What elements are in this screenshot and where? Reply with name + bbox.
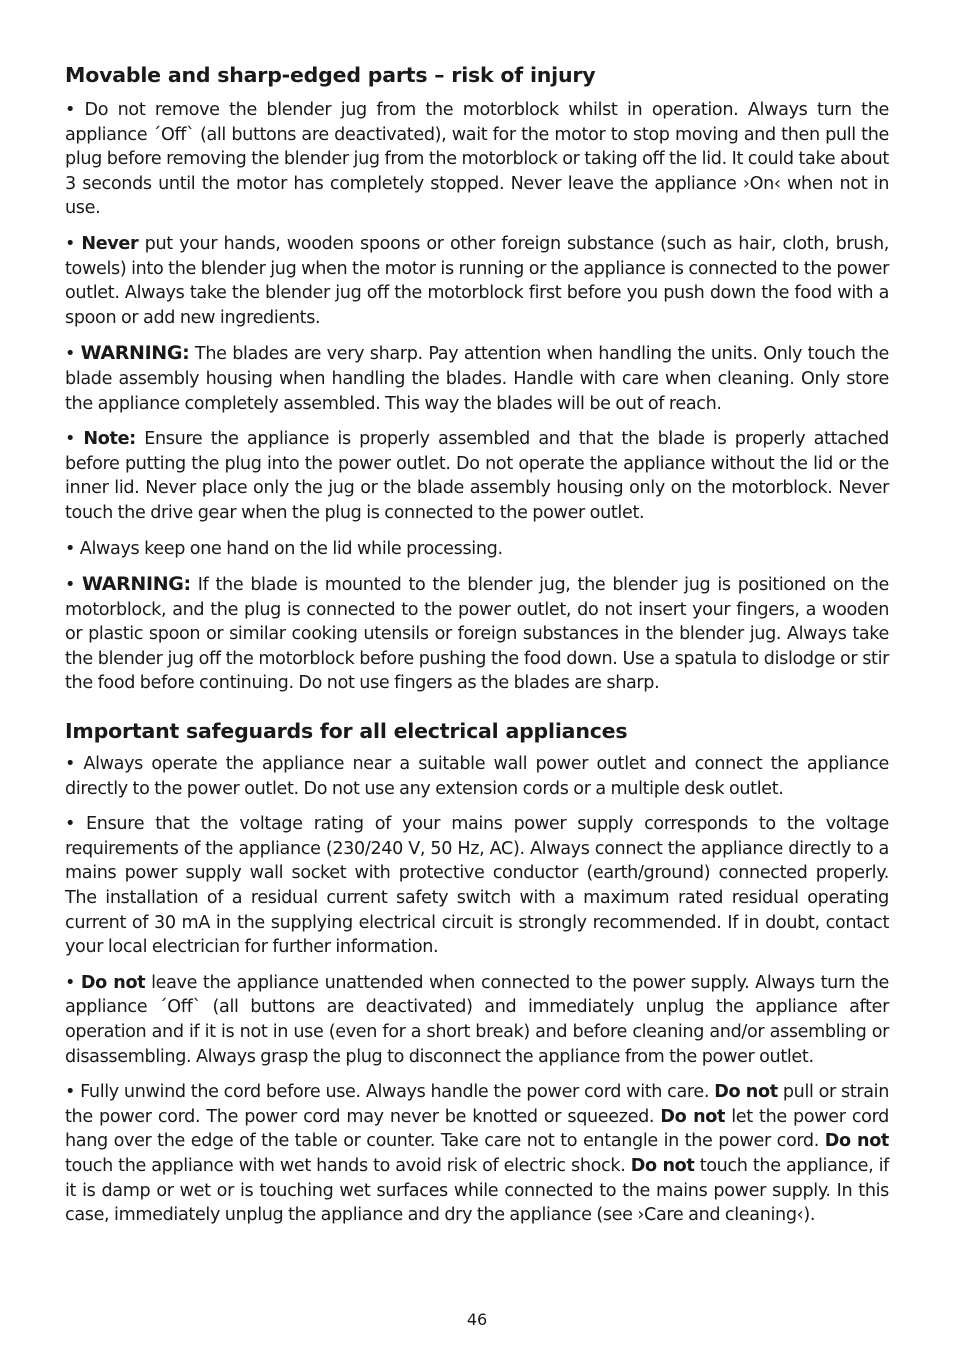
paragraph-text: put your hands, wooden spoons or other foreign substance (such as hair, cloth, brush, towels) into the blender jug when the motor is running or the appliance is connected to the power outlet. Always take the blender jug off the motorblock first before you push down the food with a spoon or add new ingredients.	[65, 233, 889, 328]
paragraph-text: let the power cord hang over the edge of the table or counter. Take care not to entangle in the power cord.	[65, 1106, 889, 1152]
paragraph: • Always operate the appliance near a suitable wall power outlet and connect the appliance directly to the power outlet. Do not use any extension cords or a multiple desk outlet.	[65, 754, 889, 799]
paragraph	[65, 427, 889, 525]
emphasis: Do not	[660, 1106, 726, 1127]
page-number: 46	[466, 1310, 488, 1329]
note-label: Note:	[83, 429, 136, 450]
emphasis: Never	[81, 233, 139, 254]
section-heading-sharp-parts: Movable and sharp-edged parts – risk of injury	[65, 63, 596, 87]
paragraph-text: leave the appliance unattended when connected to the power supply. Always turn the appliance ´Off` (all buttons are deactivated) and immediately unplug the appliance after operation and if it is not in use (even for a short break) and before cleaning and/or assembling or disassembling. Always grasp the plug to disconnect the appliance from the power outlet.	[65, 972, 890, 1067]
paragraph-text: The blades are very sharp. Pay attention when handling the units. Only touch the blade assembly housing when handling the blades. Handle with care when cleaning. Only store the appliance completely assembled. This way the blades will be out of reach.	[65, 344, 889, 414]
emphasis: Do not	[630, 1155, 695, 1176]
bullet: •	[65, 972, 81, 993]
emphasis: Do not	[80, 972, 146, 993]
emphasis: Do not	[824, 1131, 889, 1152]
paragraph	[65, 341, 889, 416]
paragraph-text: • Fully unwind the cord before use. Always handle the power cord with care.	[65, 1082, 715, 1103]
paragraph: • Always keep one hand on the lid while processing.	[65, 538, 503, 559]
paragraph	[65, 971, 889, 1069]
bullet: •	[65, 233, 82, 254]
bullet: •	[65, 429, 84, 450]
paragraph-text: pull or strain the power cord. The power cord may never be knotted or squeezed.	[65, 1082, 889, 1127]
bullet: •	[65, 575, 83, 596]
bullet: •	[65, 344, 81, 365]
paragraph: • Do not remove the blender jug from the motorblock whilst in operation. Always turn the appliance ´Off` (all buttons are deactivated), wait for the motor to stop moving and then pull the plug before removing the blender jug from the motorblock or taking off the lid. It could take about 3 seconds until the motor has completely stopped. Never leave the appliance ›On‹ when not in use.	[65, 100, 889, 219]
paragraph-text: touch the appliance, if it is damp or wet or is touching wet surfaces while connected to the mains power supply. In this case, immediately unplug the appliance and dry the appliance (see ›Care and cleaning‹).	[65, 1155, 889, 1226]
section-heading-electrical-safeguards: Important safeguards for all electrical appliances	[65, 719, 628, 744]
emphasis: Do not	[714, 1082, 778, 1103]
warning-label: WARNING:	[80, 342, 190, 365]
paragraph-text: touch the appliance with wet hands to avoid risk of electric shock.	[65, 1155, 631, 1176]
paragraph-text: Ensure the appliance is properly assembled and that the blade is properly attached before putting the plug into the power outlet. Do not operate the appliance without the lid or the inner lid. Never place only the jug or the blade assembly housing only on the motorblock. Never touch the drive gear when the plug is connected to the power outlet.	[65, 429, 889, 523]
warning-label: WARNING:	[82, 573, 191, 596]
paragraph-text: If the blade is mounted to the blender jug, the blender jug is positioned on the motorblock, and the plug is connected to the power outlet, do not insert your fingers, a wooden or plastic spoon or similar cooking utensils or foreign substances in the blender jug. Always take the blender jug off the motorblock before pushing the food down. Use a spatula to dislodge or stir the food before continuing. Do not use fingers as the blades are sharp.	[65, 575, 889, 694]
paragraph	[65, 572, 889, 696]
paragraph	[65, 1080, 889, 1228]
document-page	[65, 60, 889, 1239]
paragraph: • Ensure that the voltage rating of your mains power supply corresponds to the voltage requirements of the appliance (230/240 V, 50 Hz, AC). Always connect the appliance directly to a mains power supply wall socket with protective conductor (earth/ground) connected properly. The installation of a residual current safety switch with a maximum rated residual operating current of 30 mA in the supplying electrical circuit is strongly recommended. If in doubt, contact your local electrician for further information.	[65, 814, 889, 958]
paragraph	[65, 232, 889, 330]
